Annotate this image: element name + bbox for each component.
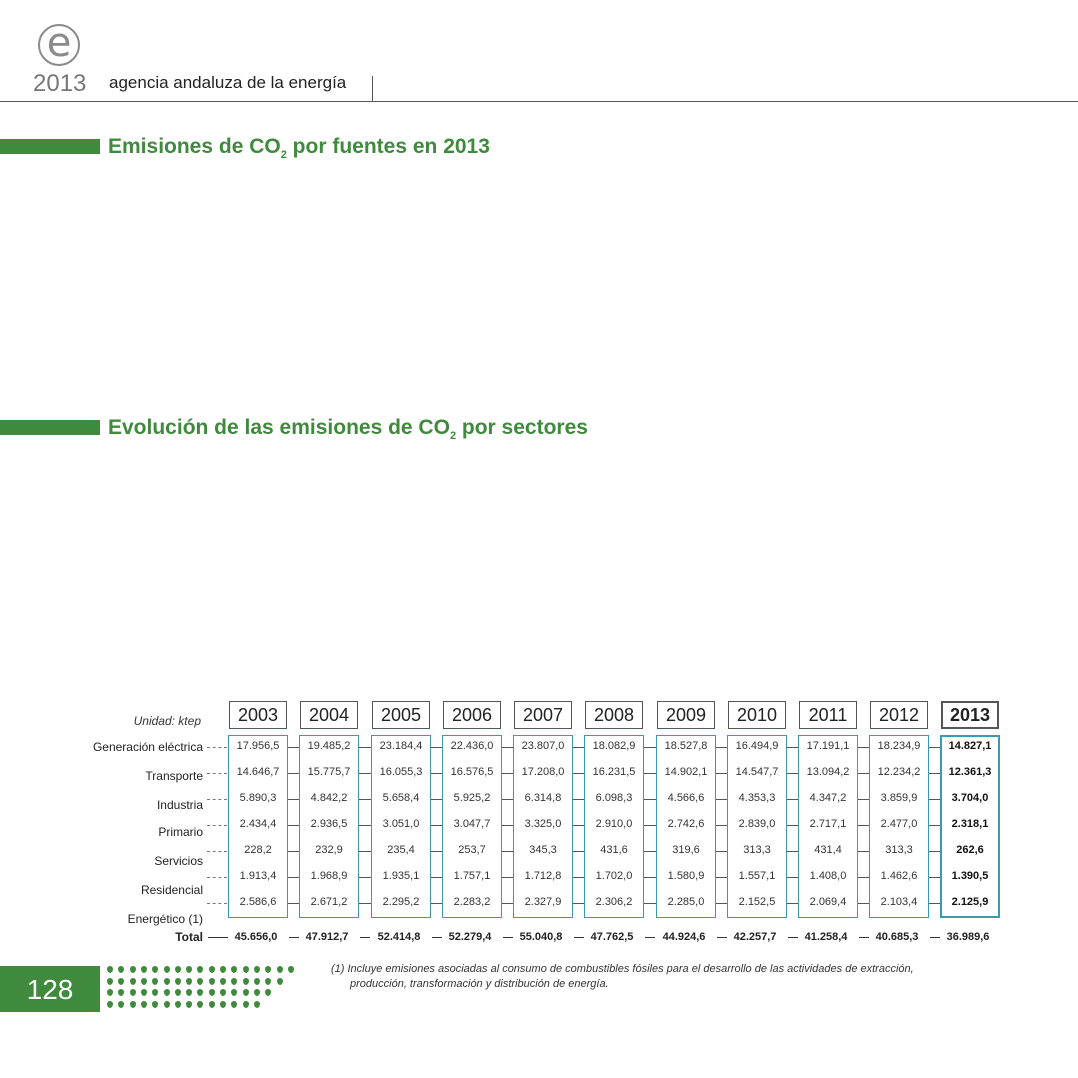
table-cell: 16.576,5 <box>450 766 494 778</box>
table-cell: 2.671,2 <box>310 896 348 908</box>
table-cell: 1.913,4 <box>239 870 277 882</box>
table-cell: 5.890,3 <box>239 792 277 804</box>
table-cell: 3.704,0 <box>951 792 989 804</box>
cell-connector <box>644 903 656 904</box>
decorative-dot <box>107 1001 113 1008</box>
table-cell: 3.325,0 <box>524 818 562 830</box>
row-label: Energético (1) <box>127 912 203 926</box>
decorative-dot <box>220 1001 226 1008</box>
decorative-dot <box>231 966 237 973</box>
decorative-dot <box>130 966 136 973</box>
table-cell: 18.082,9 <box>592 740 636 752</box>
decorative-dot <box>107 989 113 996</box>
cell-connector <box>644 747 656 748</box>
decorative-dot <box>186 1001 192 1008</box>
row-label: Industria <box>156 798 203 812</box>
decorative-dot <box>130 989 136 996</box>
table-cell: 15.775,7 <box>307 766 351 778</box>
row-leader <box>207 877 227 878</box>
table-cell: 4.347,2 <box>809 792 847 804</box>
cell-connector <box>359 747 371 748</box>
decorative-dot <box>197 989 203 996</box>
decorative-dot <box>254 978 260 985</box>
cell-connector <box>359 773 371 774</box>
section-title-text: Evolución de las emisiones de CO <box>108 416 450 439</box>
table-cell: 2.285,0 <box>667 896 705 908</box>
table-cell: 16.231,5 <box>592 766 636 778</box>
table-cell: 17.191,1 <box>806 740 850 752</box>
table-cell: 22.436,0 <box>450 740 494 752</box>
table-cell: 2.306,2 <box>595 896 633 908</box>
decorative-dot <box>107 966 113 973</box>
row-leader <box>207 903 227 904</box>
decorative-dot <box>243 978 249 985</box>
table-cell: 2.434,4 <box>239 818 277 830</box>
row-leader <box>207 825 227 826</box>
total-cell: 41.258,4 <box>804 931 848 943</box>
table-cell: 6.098,3 <box>595 792 633 804</box>
total-cell: 44.924,6 <box>662 931 706 943</box>
table-cell: 18.234,9 <box>877 740 921 752</box>
table-cell: 16.055,3 <box>379 766 423 778</box>
table-cell: 2.125,9 <box>951 896 989 908</box>
year-header: 2012 <box>870 701 928 729</box>
table-cell: 2.839,0 <box>738 818 776 830</box>
table-cell: 1.580,9 <box>667 870 705 882</box>
decorative-dot <box>209 966 215 973</box>
year-header: 2013 <box>941 701 999 729</box>
decorative-dot <box>118 978 124 985</box>
decorative-dot <box>175 989 181 996</box>
decorative-dot <box>152 989 158 996</box>
table-cell: 2.152,5 <box>738 896 776 908</box>
agency-logo-icon: e <box>38 24 80 66</box>
table-cell: 253,7 <box>458 844 486 856</box>
row-label: Generación eléctrica <box>92 740 203 754</box>
table-cell: 2.936,5 <box>310 818 348 830</box>
total-label: Total <box>175 930 203 944</box>
decorative-dot <box>152 978 158 985</box>
total-cell: 55.040,8 <box>519 931 563 943</box>
table-cell: 262,6 <box>956 844 984 856</box>
table-cell: 313,3 <box>885 844 913 856</box>
table-cell: 5.925,2 <box>453 792 491 804</box>
table-cell: 2.477,0 <box>880 818 918 830</box>
decorative-dot <box>254 989 260 996</box>
section-bar <box>0 139 100 154</box>
year-header: 2006 <box>443 701 501 729</box>
decorative-dot <box>220 966 226 973</box>
table-cell: 3.051,0 <box>382 818 420 830</box>
cell-connector <box>359 903 371 904</box>
table-cell: 4.566,6 <box>667 792 705 804</box>
table-cell: 17.956,5 <box>236 740 280 752</box>
decorative-dot <box>254 1001 260 1008</box>
table-cell: 3.859,9 <box>880 792 918 804</box>
decorative-dot <box>209 989 215 996</box>
table-cell: 2.717,1 <box>809 818 847 830</box>
row-leader <box>207 799 227 800</box>
table-cell: 1.462,6 <box>880 870 918 882</box>
table-cell: 2.742,6 <box>667 818 705 830</box>
decorative-dot <box>186 966 192 973</box>
table-cell: 1.390,5 <box>951 870 989 882</box>
decorative-dot <box>220 978 226 985</box>
report-year: 2013 <box>33 70 87 97</box>
footnote <box>331 962 1031 992</box>
table-cell: 345,3 <box>529 844 557 856</box>
total-cell: 36.989,6 <box>946 931 990 943</box>
decorative-dot <box>243 989 249 996</box>
table-cell: 235,4 <box>387 844 415 856</box>
table-cell: 3.047,7 <box>453 818 491 830</box>
table-cell: 232,9 <box>315 844 343 856</box>
decorative-dot <box>265 978 271 985</box>
year-header: 2010 <box>728 701 786 729</box>
agency-name: agencia andaluza de la energía <box>109 73 347 92</box>
table-cell: 12.361,3 <box>948 766 992 778</box>
table-cell: 1.557,1 <box>738 870 776 882</box>
year-header: 2005 <box>372 701 430 729</box>
decorative-dot <box>141 989 147 996</box>
decorative-dot <box>118 989 124 996</box>
decorative-dot <box>118 966 124 973</box>
table-cell: 1.757,1 <box>453 870 491 882</box>
decorative-dot <box>164 966 170 973</box>
table-cell: 17.208,0 <box>521 766 565 778</box>
table-cell: 2.103,4 <box>880 896 918 908</box>
table-cell: 12.234,2 <box>877 766 921 778</box>
decorative-dot <box>175 978 181 985</box>
decorative-dot <box>152 1001 158 1008</box>
table-cell: 1.408,0 <box>809 870 847 882</box>
row-label: Primario <box>158 825 203 839</box>
section-title-text: Emisiones de CO <box>108 135 281 158</box>
row-label: Transporte <box>145 769 203 783</box>
decorative-dot <box>130 978 136 985</box>
section-title-sectors <box>108 416 588 442</box>
table-cell: 2.586,6 <box>239 896 277 908</box>
decorative-dot <box>141 1001 147 1008</box>
table-cell: 4.842,2 <box>310 792 348 804</box>
total-cell: 47.912,7 <box>305 931 349 943</box>
header-separator <box>372 76 373 102</box>
decorative-dot <box>243 966 249 973</box>
table-cell: 14.646,7 <box>236 766 280 778</box>
decorative-dot <box>197 966 203 973</box>
table-cell: 18.527,8 <box>664 740 708 752</box>
decorative-dot <box>164 978 170 985</box>
total-cell: 40.685,3 <box>875 931 919 943</box>
section-bar <box>0 420 100 435</box>
decorative-dot <box>186 989 192 996</box>
total-cell: 47.762,5 <box>590 931 634 943</box>
table-cell: 2.069,4 <box>809 896 847 908</box>
decorative-dot <box>164 989 170 996</box>
table-cell: 23.184,4 <box>379 740 423 752</box>
section-title-subscript: 2 <box>449 430 457 442</box>
row-label: Servicios <box>154 854 203 868</box>
year-header: 2003 <box>229 701 287 729</box>
decorative-dot <box>164 1001 170 1008</box>
table-cell: 2.318,1 <box>951 818 989 830</box>
decorative-dot <box>265 989 271 996</box>
table-cell: 313,3 <box>743 844 771 856</box>
cell-connector <box>644 877 656 878</box>
cell-connector <box>359 799 371 800</box>
cell-connector <box>359 851 371 852</box>
table-cell: 14.827,1 <box>948 740 992 752</box>
row-leader <box>207 747 227 748</box>
table-cell: 228,2 <box>244 844 272 856</box>
table-cell: 6.314,8 <box>524 792 562 804</box>
section-title-text-end: por sectores <box>456 416 588 439</box>
total-cell: 45.656,0 <box>234 931 278 943</box>
decorative-dot <box>277 978 283 985</box>
decorative-dot <box>107 978 113 985</box>
row-leader <box>207 851 227 852</box>
decorative-dot <box>254 966 260 973</box>
decorative-dot <box>118 1001 124 1008</box>
year-header: 2011 <box>799 701 857 729</box>
decorative-dot <box>231 1001 237 1008</box>
year-header: 2007 <box>514 701 572 729</box>
table-cell: 431,4 <box>814 844 842 856</box>
cell-connector <box>359 825 371 826</box>
decorative-dot <box>231 989 237 996</box>
table-cell: 2.283,2 <box>453 896 491 908</box>
unit-label: Unidad: ktep <box>133 714 201 728</box>
table-cell: 1.712,8 <box>524 870 562 882</box>
cell-connector <box>644 851 656 852</box>
decorative-dot <box>243 1001 249 1008</box>
table-cell: 1.935,1 <box>382 870 420 882</box>
total-cell: 52.414,8 <box>377 931 421 943</box>
decorative-dots <box>102 964 302 1014</box>
cell-connector <box>359 877 371 878</box>
decorative-dot <box>130 1001 136 1008</box>
decorative-dot <box>152 966 158 973</box>
table-cell: 5.658,4 <box>382 792 420 804</box>
header-rule <box>0 101 1078 102</box>
cell-connector <box>644 825 656 826</box>
decorative-dot <box>288 966 294 973</box>
table-cell: 4.353,3 <box>738 792 776 804</box>
decorative-dot <box>231 978 237 985</box>
year-header: 2009 <box>657 701 715 729</box>
decorative-dot <box>220 989 226 996</box>
table-cell: 1.702,0 <box>595 870 633 882</box>
table-cell: 19.485,2 <box>307 740 351 752</box>
cell-connector <box>644 799 656 800</box>
row-leader <box>207 773 227 774</box>
table-cell: 431,6 <box>600 844 628 856</box>
table-cell: 1.968,9 <box>310 870 348 882</box>
decorative-dot <box>141 966 147 973</box>
decorative-dot <box>265 966 271 973</box>
footnote-line-2: producción, transformación y distribución de energía. <box>350 978 609 990</box>
table-cell: 14.547,7 <box>735 766 779 778</box>
row-label: Residencial <box>140 883 203 897</box>
decorative-dot <box>175 966 181 973</box>
decorative-dot <box>186 978 192 985</box>
table-cell: 13.094,2 <box>806 766 850 778</box>
cell-connector <box>644 773 656 774</box>
table-cell: 319,6 <box>672 844 700 856</box>
decorative-dot <box>197 1001 203 1008</box>
section-title-text-end: por fuentes en 2013 <box>286 135 490 158</box>
decorative-dot <box>277 966 283 973</box>
decorative-dot <box>209 978 215 985</box>
year-header: 2008 <box>585 701 643 729</box>
decorative-dot <box>141 978 147 985</box>
table-cell: 2.910,0 <box>595 818 633 830</box>
year-header: 2004 <box>300 701 358 729</box>
table-cell: 2.327,9 <box>524 896 562 908</box>
total-cell: 42.257,7 <box>733 931 777 943</box>
page-number: 128 <box>0 966 100 1012</box>
decorative-dot <box>197 978 203 985</box>
decorative-dot <box>175 1001 181 1008</box>
table-cell: 2.295,2 <box>382 896 420 908</box>
footnote-line-1: (1) Incluye emisiones asociadas al consumo de combustibles fósiles para el desarrollo de las actividades de extracción, <box>331 963 914 975</box>
total-cell: 52.279,4 <box>448 931 492 943</box>
table-cell: 16.494,9 <box>735 740 779 752</box>
decorative-dot <box>209 1001 215 1008</box>
section-title-subscript: 2 <box>280 149 287 161</box>
section-title-sources <box>108 135 490 161</box>
table-cell: 14.902,1 <box>664 766 708 778</box>
table-cell: 23.807,0 <box>521 740 565 752</box>
